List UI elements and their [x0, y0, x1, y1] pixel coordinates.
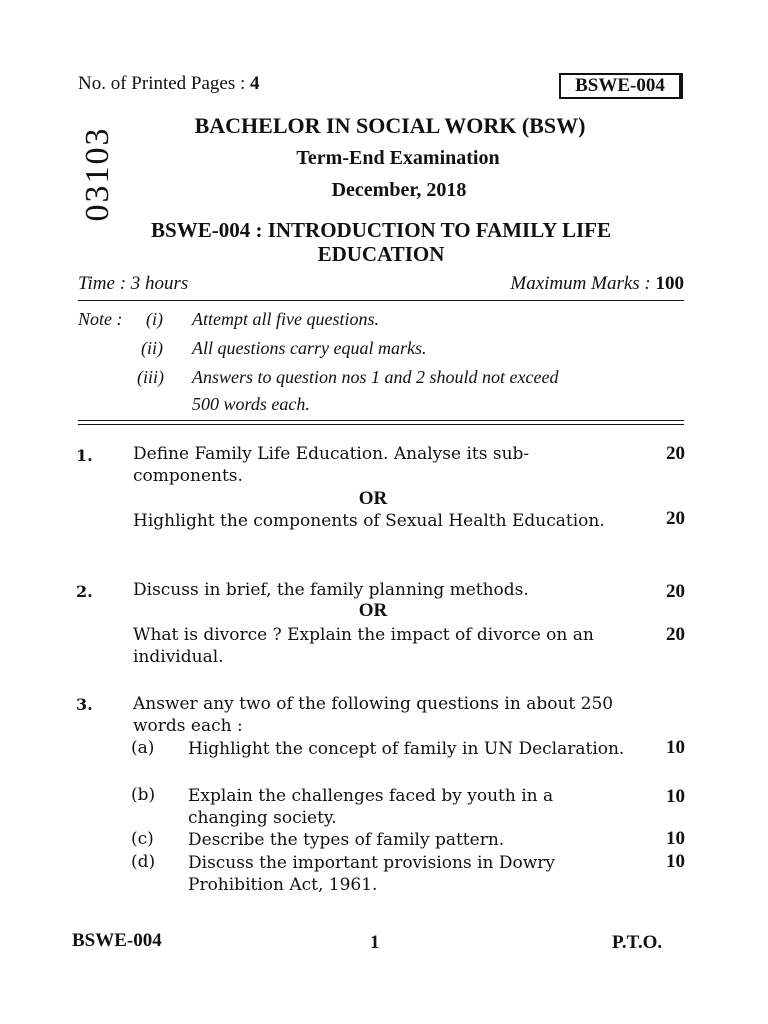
question-3-c-marks: 10 — [666, 828, 685, 849]
course-code-box: BSWE-004 — [559, 73, 683, 99]
note-num-1: (i) — [146, 309, 163, 329]
question-3-d-marks: 10 — [666, 851, 685, 872]
page-turn-over: P.T.O. — [612, 932, 663, 953]
note-text-3: Answers to question nos 1 and 2 should not exceed — [192, 367, 559, 387]
footer-code: BSWE-004 — [72, 930, 162, 951]
question-1-b-marks: 20 — [666, 508, 685, 529]
question-3-intro: Answer any two of the following questions in about 250 words each : — [133, 694, 614, 736]
divider-top — [78, 300, 684, 301]
printed-pages — [78, 73, 260, 95]
question-2-b-marks: 20 — [666, 624, 685, 645]
question-1-a: Define Family Life Education. Analyse its sub-components. — [133, 444, 530, 486]
question-2-b: What is divorce ? Explain the impact of divorce on an individual. — [133, 625, 594, 667]
question-3-d-label: (d) — [131, 852, 156, 872]
note-num-2: (ii) — [141, 338, 163, 358]
note-label: Note : — [78, 309, 123, 329]
question-3-c-label: (c) — [131, 829, 154, 849]
question-3-number: 3. — [76, 695, 93, 714]
question-1-a-marks: 20 — [666, 443, 685, 464]
side-serial-number: 03103 — [79, 126, 116, 222]
note-text-2: All questions carry equal marks. — [192, 338, 427, 358]
page-number: 1 — [370, 932, 380, 953]
divider-notes-2 — [78, 424, 684, 425]
question-2-a: Discuss in brief, the family planning methods. — [133, 580, 529, 600]
divider-notes-1 — [78, 420, 684, 421]
question-3-a-marks: 10 — [666, 737, 685, 758]
printed-pages-value: 4 — [250, 73, 260, 94]
question-1-number: 1. — [76, 446, 93, 465]
question-3-b-marks: 10 — [666, 786, 685, 807]
course-title: BSWE-004 : INTRODUCTION TO FAMILY LIFE EDUCATION — [151, 218, 611, 266]
question-3-a-label: (a) — [131, 738, 155, 758]
note-text-1: Attempt all five questions. — [192, 309, 379, 329]
question-3-c-text: Describe the types of family pattern. — [188, 830, 505, 850]
question-3-d-text: Discuss the important provisions in Dowry Prohibition Act, 1961. — [188, 853, 556, 895]
maximum-marks-label: Maximum Marks : — [510, 273, 656, 294]
question-2-number: 2. — [76, 582, 93, 601]
question-1-b: Highlight the components of Sexual Health Education. — [133, 511, 605, 531]
note-num-3: (iii) — [137, 367, 164, 387]
maximum-marks — [510, 273, 684, 295]
exam-title: Term-End Examination — [296, 147, 500, 169]
exam-date: December, 2018 — [331, 179, 467, 201]
time-allowed: Time : 3 hours — [78, 273, 189, 294]
question-2-or: OR — [358, 600, 388, 621]
question-3-b-text: Explain the challenges faced by youth in a changing society. — [188, 786, 554, 828]
question-1-or: OR — [358, 488, 388, 509]
note-text-4: 500 words each. — [192, 394, 310, 414]
question-3-a-text: Highlight the concept of family in UN Declaration. — [188, 739, 625, 759]
maximum-marks-value: 100 — [655, 273, 684, 294]
printed-pages-label: No. of Printed Pages : — [78, 73, 251, 94]
question-3-b-label: (b) — [131, 785, 156, 805]
question-2-a-marks: 20 — [666, 581, 685, 602]
programme-title: BACHELOR IN SOCIAL WORK (BSW) — [194, 113, 586, 138]
